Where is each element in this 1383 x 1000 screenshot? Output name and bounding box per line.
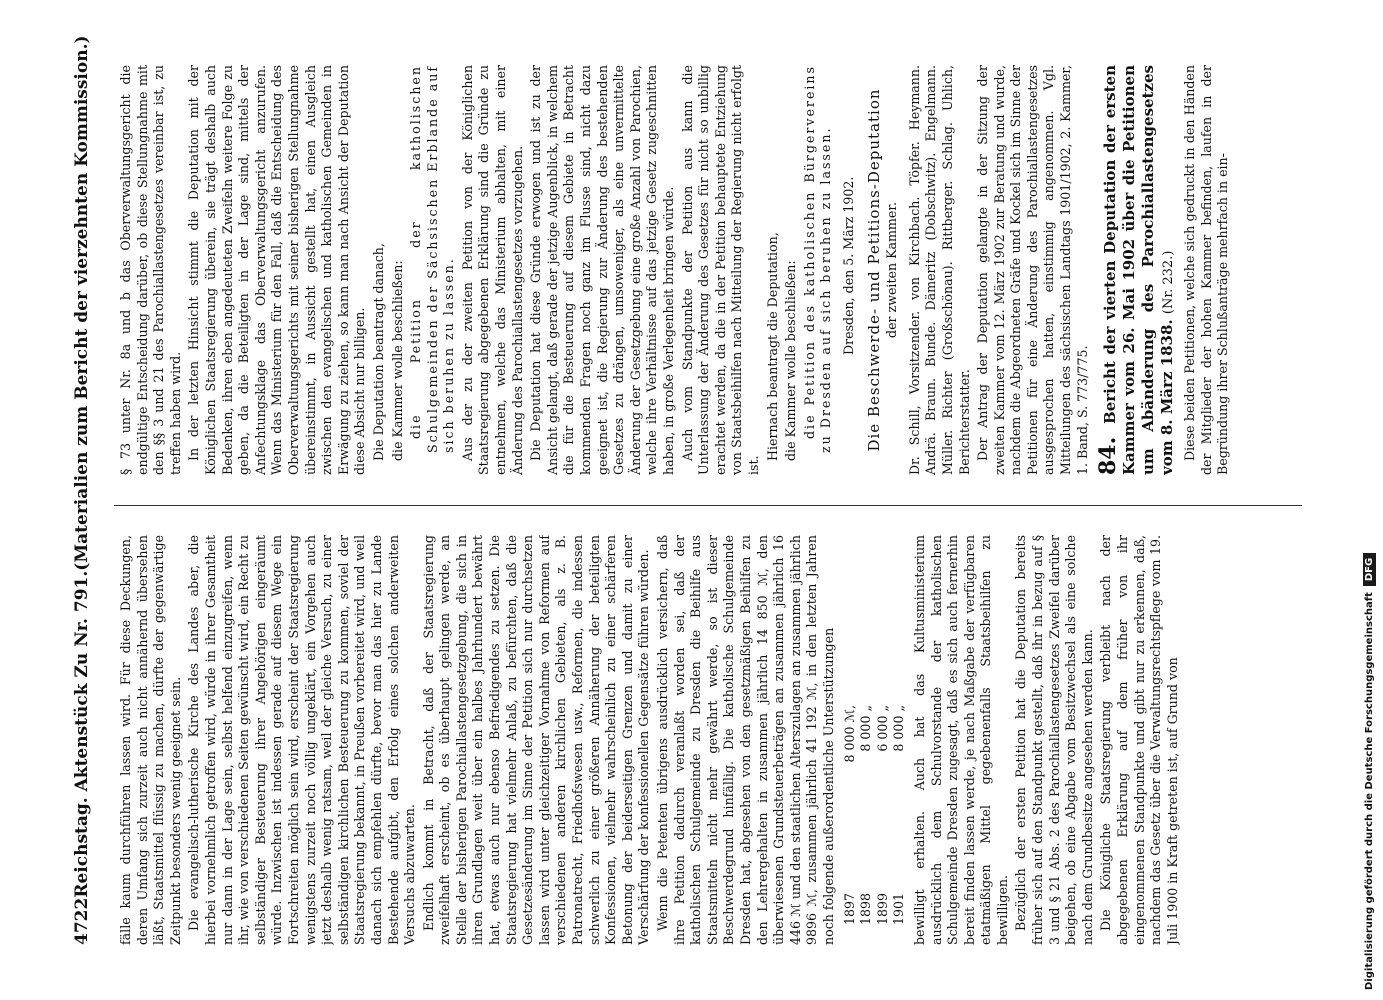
- support-year-row: 1897 8 000 ℳ,: [841, 705, 857, 925]
- left-para-3: Endlich kommt in Betracht, daß der Staatsregierung zweifelhaft erscheint, ob es überhaupt gelingen werde, an Stelle der bisherigen Parochiallastengesetzgebung, die sich in ihren Grundlagen weit über ein halbes Jahrhundert bewährt hat, etwas auch nur ebenso Befriedigendes zu setzen. Die Staatsregierung hat vielmehr Anlaß, zu befürchten, daß die Gesetzesänderung im Sinne der Petition sich nur durchsetzen lassen wird unter gleichzeitiger Vornahme von Reformen auf verschiedenen anderen kirchlichen Gebieten, als z. B. Patronatrecht, Friedhofswesen usw., Reformen, die indessen schwerlich zu einer größeren Annäherung der beteiligten Konfessionen, vielmehr wahrscheinlich zu einer schärferen Betonung der beiderseitigen Grenzen und damit zu einer Verschärfung der konfessionellen Gegensätze führen würden.: [420, 535, 652, 945]
- deputation-members: Dr. Schill, Vorsitzender. von Kirchbach. Töpfer. Heymann. Andrä. Braun. Bunde. Dämeritz (Dobschwitz). Engelmann. Müller. Richter (Großschönau). Rittberger. Schlag. Uhlich, Berichterstatter.: [906, 65, 972, 475]
- right-para-2: In der letzten Hinsicht stimmt die Deputation mit der Königlichen Staatsregierung überein, sie trägt deshalb auch Bedenken, ihren eben angedeuteten Zweifeln weitere Folge zu geben, da die Beteiligten in der Lage sind, mittels der Anfechtungsklage das Oberverwaltungsgericht anzurufen. Wenn das Ministerium für den Fall, daß die Entscheidung des Oberverwaltungsgerichts mit seiner bisherigen Stellungnahme übereinstimmt, in Aussicht gestellt hat, einen Ausgleich zwischen den evangelischen und katholischen Gemeinden in Erwägung zu ziehen, so kann man nach Ansicht der Deputation diese Absicht nur billigen.: [186, 65, 368, 475]
- right-para-7: Auch vom Standpunkte der Petition aus kann die Unterlassung der Änderung des Gesetzes für nicht so unbillig erachtet werden, da die in der Petition behauptete Entziehung von Staatsbeihilfen nach Mitteilung der Regierung nicht erfolgt ist.: [679, 65, 761, 475]
- item-reference: (Nr. 232.): [1161, 250, 1177, 315]
- deputation-title: Die Beschwerde- und Petitions-Deputation: [864, 88, 883, 452]
- dated-line: Dresden, den 5. März 1902.: [840, 176, 856, 355]
- right-para-11: Diese beiden Petitionen, welche sich gedruckt in den Händen der Mitglieder der hohen Kammer befinden, laufen in der Begründung ihrer Schlußanträge mehrfach in ein-: [1182, 65, 1231, 475]
- resolution-1: die Petition der katholischen Schulgemeinden der Sächsischen Erblande auf sich beruhen zu lassen.: [408, 65, 457, 453]
- item-number: 84.: [1095, 436, 1122, 475]
- right-para-4: die Kammer wolle beschließen:: [389, 260, 405, 461]
- left-para-4: Wenn die Petenten übrigens ausdrücklich versichern, daß ihre Petition dadurch veranlaßt worden sei, daß der katholischen Schulgemeinde zu Dresden die Beihilfe aus Staatsmitteln nicht mehr gewährt werde, so ist dieser Beschwerdegrund hinfällig. Die katholische Schulgemeinde Dresden hat, abgesehen von den gesetzmäßigen Beihilfen zu den Lehrergehalten in zusammen jährlich 14 850 ℳ, den überwiesenen Grundsteuerbeträgen an zusammen jährlich 16 446 ℳ und den staatlichen Alterszulagen an zusammen jährlich 9896 ℳ, zusammen jährlich 41 192 ℳ, in den letzten Jahren noch folgende außerordentliche Unterstützungen: [655, 535, 836, 945]
- column-divider: [114, 505, 1302, 506]
- left-column: [118, 535, 1302, 945]
- support-year-row: 1901 8 000 „: [891, 705, 907, 925]
- right-para-9: die Kammer wolle beschließen:: [783, 260, 799, 461]
- page-header: [72, 35, 106, 945]
- page-number: 4722: [72, 897, 92, 945]
- item-heading: [1095, 65, 1178, 475]
- header-note: (Materialien zum Bericht der vierzehnten Kommission.): [72, 35, 92, 571]
- right-para-8: Hiernach beantragt die Deputation,: [764, 232, 780, 461]
- digitization-text: Digitalisierung gefördert durch die Deutsche Forschungsgemeinschaft: [1363, 592, 1375, 990]
- right-para-6: Die Deputation hat diese Gründe erwogen und ist zu der Ansicht gelangt, daß gerade der jetzige Augenblick, in welchem die für die Besteuerung auf diesem Gebiete in Betracht kommenden Fragen noch ganz im Flusse sind, nicht dazu geeignet ist, die Regierung zur Änderung des bestehenden Gesetzes zu drängen, umsoweniger, als eine unvermittelte Änderung der Gesetzgebung eine große Anzahl von Parochien, welche ihre Verhältnisse auf das jetzige Gesetz zugeschnitten haben, in große Verlegenheit bringen würde.: [528, 65, 676, 475]
- left-para-5: bewilligt erhalten. Auch hat das Kultusministerium ausdrücklich dem Schulvorstande der katholischen Schulgemeinde Dresden zugesagt, daß es sich auch fernerhin bereit finden lassen werde, je nach Maßgabe der verfügbaren etatmäßigen Mittel gegebenenfalls Staatsbeihilfen zu bewilligen.: [911, 535, 1010, 945]
- digitization-note: [1354, 10, 1383, 990]
- right-para-1: § 73 unter Nr. 8a und b das Oberverwaltungsgericht die endgültige Entscheidung darüber, ob diese Stellungnahme mit den §§ 3 und 21 des Parochiallastengesetzes vereinbar ist, zu treffen haben wird.: [118, 65, 183, 475]
- item-title: Bericht der vierten Deputation der ersten Kammer vom 26. Mai 1902 über die Petitionen um Abänderung des Parochiallastengesetzes vom 8. März 1838.: [1101, 65, 1177, 475]
- right-para-5: Aus der zu der zweiten Petition von der Königlichen Staatsregierung abgegebenen Erklärung sind die Gründe zu entnehmen, welche das Ministerium abhalten, mit einer Änderung des Parochiallastengesetzes vorzugehen.: [459, 65, 525, 475]
- left-para-6: Bezüglich der ersten Petition hat die Deputation bereits früher sich auf den Standpunkt gestellt, daß ihr in bezug auf § 3 und § 21 Abs. 2 des Parochiallastengesetzes Zweifel darüber beigehen, ob eine Abgabe vom Besitzwechsel als eine solche nach dem Grundbesitze angesehen werden kann.: [1013, 535, 1095, 945]
- left-para-7: Die Königliche Staatsregierung verbleibt nach der abgegebenen Erklärung auf dem früher von ihr eingenommenen Standpunkte und gibt nur zu erkennen, daß, nachdem das Gesetz über die Verwaltungsrechtspflege vom 19. Juli 1900 in Kraft getreten ist, auf Grund von: [1098, 535, 1180, 945]
- right-column: [118, 65, 1302, 475]
- left-para-2: Die evangelisch-lutherische Kirche des Landes aber, die hierbei vornehmlich getroffen wird, würde in ihrer Gesamtheit nur dann in der Lage sein, selbst helfend einzugreifen, wenn ihr, wie von verschiedenen Seiten gewünscht wird, ein Recht zu selbständiger Besteuerung ihrer Angehörigen eingeräumt würde. Inzwischen ist indessen gerade auf diesem Wege ein Fortschreiten möglich sein wird, erscheint der Staatsregierung wenigstens zurzeit noch völlig ungeklärt, ein Vorgehen auch jetzt deshalb wenig ratsam, weil der gleiche Versuch, zu einer selbständigen kirchlichen Besteuerung zu kommen, soviel der Staatsregierung bekannt, in Preußen vorbereitet wird, und weil danach sich empfehlen dürfte, bevor man das hier zu Lande Bestehende aufgibt, den Erfolg eines solchen anderweiten Versuchs abzuwarten.: [186, 535, 418, 945]
- page-title: Reichstag. Aktenstück Zu Nr. 791.: [72, 570, 92, 898]
- support-years-list: [842, 535, 908, 925]
- deputation-subtitle: der zweiten Kammer.: [884, 202, 900, 338]
- right-para-3: Die Deputation beantragt danach,: [370, 243, 386, 461]
- support-year-row: 1899 6 000 „: [874, 705, 890, 925]
- right-para-10: Der Antrag der Deputation gelangte in der Sitzung der zweiten Kammer vom 12. März 1902 zur Beratung und wurde, nachdem die Abgeordneten Gräfe und Kockel sich im Sinne der Petitionen für eine Änderung des Parochiallastengesetzes ausgesprochen hatten, einstimmig angenommen. Vgl. Mitteilungen des sächsischen Landtags 1901/1902, 2. Kammer, 1. Band, S. 773/775.: [975, 65, 1090, 475]
- left-para-1: fälle kaum durchführen lassen wird. Für diese Deckungen, deren Umfang sich zurzeit auch nicht annähernd übersehen läßt, Staatsmittel flüssig zu machen, dürfte der gegenwärtige Zeitpunkt besonders wenig geeignet sein.: [118, 535, 183, 945]
- resolution-2: die Petition des katholischen Bürgervereins zu Dresden auf sich beruhen zu lassen.: [801, 65, 834, 453]
- dfg-logo: DFG: [1363, 553, 1376, 586]
- support-year-row: 1898 8 000 „: [858, 705, 874, 925]
- rotated-page: [72, 35, 1312, 945]
